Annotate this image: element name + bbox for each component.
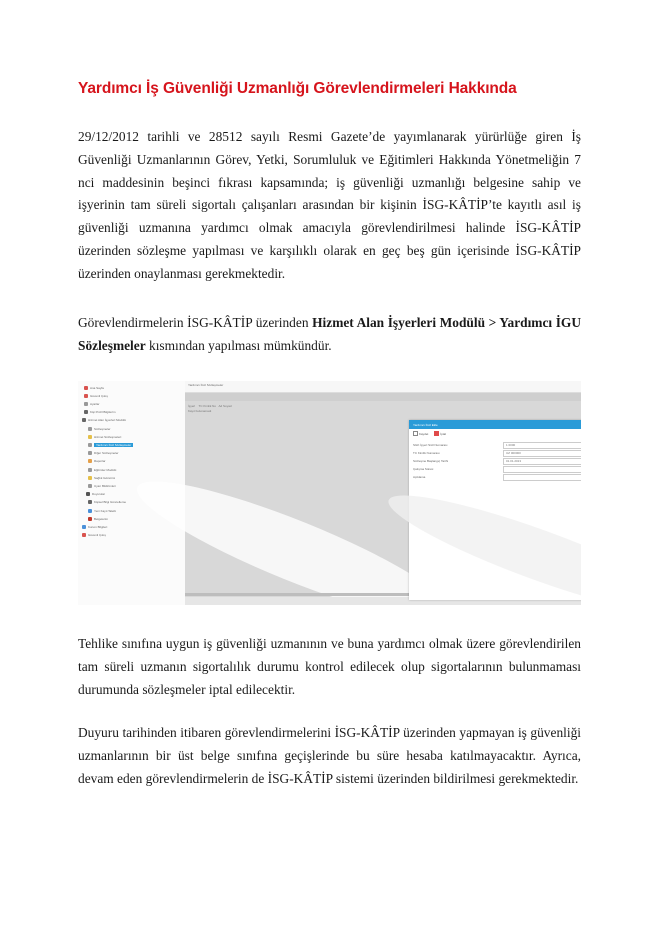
- document-icon: [88, 484, 92, 488]
- sidebar-item[interactable]: [82, 523, 107, 530]
- grid-header-cell: İşyeri: [188, 404, 196, 408]
- document-icon: [88, 451, 92, 455]
- sidebar-item-label: Ana Sayfa: [90, 385, 104, 390]
- screenshot-tabbar: [185, 381, 581, 393]
- embedded-screenshot: [78, 381, 581, 605]
- sidebar-item[interactable]: [88, 515, 108, 522]
- sidebar-item-label: Diğer Sözleşmeler: [94, 451, 119, 456]
- sidebar-item-label: Kişi Profil Bilgilerim: [90, 410, 116, 415]
- form-row: [413, 474, 581, 480]
- duration-input[interactable]: [503, 466, 581, 473]
- sidebar-item[interactable]: [88, 425, 111, 432]
- paragraph-text: kısmından yapılması mümkündür.: [145, 337, 332, 353]
- grid-header: [188, 404, 232, 408]
- paragraph-text: Görevlendirmelerin İSG-KÂTİP üzerinden: [78, 315, 313, 330]
- form-row: [413, 442, 581, 448]
- cancel-button[interactable]: [434, 431, 446, 436]
- dialog-title: Yardımcı İGU Ekle: [413, 422, 438, 427]
- field-label: Çalışma Süresi: [413, 467, 434, 471]
- field-label: SGK İşyeri Sicil Numarası: [413, 443, 448, 447]
- sidebar-item-label: Ayarlar: [90, 401, 100, 406]
- sidebar-item[interactable]: [88, 466, 116, 473]
- sidebar-item[interactable]: [88, 507, 116, 514]
- sidebar-item[interactable]: [82, 417, 126, 424]
- grid-header-cell: Ad Soyad: [218, 404, 232, 408]
- sidebar-item[interactable]: [88, 482, 116, 489]
- sidebar-item[interactable]: [84, 392, 108, 399]
- field-label: TC Kimlik Numarası: [413, 451, 440, 455]
- paragraph-regulation: 29/12/2012 tarihli ve 28512 sayılı Resmi Gazete’de yayımlanarak yürürlüğe giren İş Güvenliği Uzmanlarının Görev, Yetki, Sorumluluk ve Eğitimleri Hakkında Yönetmeliğin 7 nci maddesinin beşinci fıkrası kapsamında; iş güvenliği uzmanlığı belgesine sahip ve işyerinin tam süreli sigortalı çalışanları arasından bir kişinin İSG-KÂTİP’te kayıtlı asıl iş güvenliği uzmanına yardımcı olmak amacıyla görevlendirilmesi halinde İSG-KÂTİP üzerinden sözleşme yapılması ve karşılıklı olarak en geç beş gün içerisinde İSG-KÂTİP üzerinden onaylanması gerekmektedir.: [78, 129, 581, 281]
- sidebar-item[interactable]: [84, 400, 99, 407]
- screenshot-toolbar: [185, 393, 581, 401]
- sidebar-item-label: Uyarı Bildirimleri: [94, 483, 116, 488]
- sidebar-item[interactable]: [84, 384, 104, 391]
- sidebar-item-label: Güvenli Çıkış: [88, 533, 106, 538]
- info-icon: [82, 525, 86, 529]
- dialog-toolbar: [409, 429, 581, 438]
- sidebar-item-label: Kişisel Bilgi Güncelleme: [94, 500, 127, 505]
- sidebar-item-label: Sözleşmeler: [94, 426, 111, 431]
- sidebar-item-label: Yeni Kayıt Talebi: [94, 508, 117, 513]
- date-select[interactable]: 01.01.2013: [503, 458, 581, 465]
- sidebar-item-label: Güvenli Çıkış: [90, 393, 108, 398]
- field-label: Sözleşme Başlangıç Tarihi: [413, 459, 449, 463]
- power-icon: [84, 394, 88, 398]
- grid-empty: Kayıt bulunamadı: [188, 409, 212, 413]
- field-label: Açıklama: [413, 475, 426, 479]
- screenshot-main-panel: [185, 381, 581, 605]
- form-row: [413, 458, 581, 464]
- sidebar-item-label: Hizmet Alan İşyerleri Modülü: [88, 418, 127, 423]
- note-input[interactable]: [503, 474, 581, 481]
- sidebar-item[interactable]: [88, 433, 121, 440]
- document-icon: [88, 468, 92, 472]
- sidebar-item[interactable]: [88, 499, 126, 506]
- paragraph-insurance-check: Tehlike sınıfına uygun iş güvenliği uzmanının ve buna yardımcı olmak üzere görevlendirilen tam süreli uzmanın sigortalılık durumu kontrol edilecek olup sigortalarının bulunmaması durumunda sözleşmeler iptal edilecektir.: [78, 636, 581, 697]
- pencil-icon: [88, 509, 92, 513]
- sidebar-item[interactable]: [88, 450, 119, 457]
- form-row: [413, 466, 581, 472]
- document-icon: [88, 443, 92, 447]
- sidebar-item[interactable]: [84, 409, 116, 416]
- user-icon: [84, 410, 88, 414]
- add-assistant-dialog: [409, 420, 581, 600]
- cancel-icon: [434, 431, 439, 436]
- folder-icon: [88, 476, 92, 480]
- sidebar-item-label: Belgelerim: [94, 516, 109, 521]
- id-card-icon: [88, 500, 92, 504]
- sidebar-item-label: Kurum Bilgileri: [88, 524, 108, 529]
- sidebar-item-label: Eğitimler Modülü: [94, 467, 117, 472]
- sidebar-item[interactable]: [88, 441, 133, 448]
- folder-icon: [88, 435, 92, 439]
- dialog-header: [409, 420, 581, 429]
- cancel-label: İptal: [440, 431, 447, 436]
- sidebar-item[interactable]: [88, 474, 115, 481]
- save-label: Kaydet: [419, 431, 429, 436]
- settings-icon: [84, 402, 88, 406]
- save-button[interactable]: [413, 431, 428, 436]
- grid-header-cell: TC Kimlik No: [198, 404, 217, 408]
- sidebar-item-label: Hizmet Sözleşmeleri: [94, 434, 122, 439]
- tab-yardimci-igu[interactable]: Yardımcı İGU Sözleşmeler: [188, 383, 224, 387]
- sidebar-item[interactable]: [88, 458, 106, 465]
- sidebar-item-label: Sağlık Gözetimi: [94, 475, 116, 480]
- power-icon: [82, 533, 86, 537]
- paragraph-module-path: [78, 312, 581, 358]
- sidebar-item[interactable]: [86, 491, 105, 498]
- building-icon: [82, 418, 86, 422]
- tc-input[interactable]: UZ 000000: [503, 450, 581, 457]
- paragraph-deadline-notice: Duyuru tarihinden itibaren görevlendirmelerini İSG-KÂTİP üzerinden yapmayan iş güvenliği uzmanlarının bir üst belge sınıfına geçişlerinde bu süre hesaba katılmayacaktır. Ayrıca, devam eden görevlendirmelerin de İSG-KÂTİP sistemi üzerinden bildirilmesi gerekmektedir.: [78, 725, 581, 786]
- sidebar-item-label: Raporlar: [94, 459, 106, 464]
- document-title: Yardımcı İş Güvenliği Uzmanlığı Görevlendirmeleri Hakkında: [78, 80, 517, 97]
- home-icon: [84, 386, 88, 390]
- form-row: [413, 450, 581, 456]
- chart-icon: [88, 459, 92, 463]
- save-icon: [413, 431, 418, 436]
- calendar-icon: [88, 517, 92, 521]
- sidebar-item-label: Yardımcı İGU Sözleşmeler: [96, 442, 132, 447]
- document-icon: [88, 427, 92, 431]
- watermark-swoosh: [380, 477, 581, 605]
- megaphone-icon: [86, 492, 90, 496]
- sidebar-item-label: Duyurular: [92, 492, 106, 497]
- module-path-bold: Hizmet Alan İşyerleri Modülü > Yardımcı İGU Sözleşmeler: [78, 315, 581, 353]
- sidebar-item[interactable]: [82, 532, 106, 539]
- sicil-input[interactable]: 1 0000: [503, 442, 581, 449]
